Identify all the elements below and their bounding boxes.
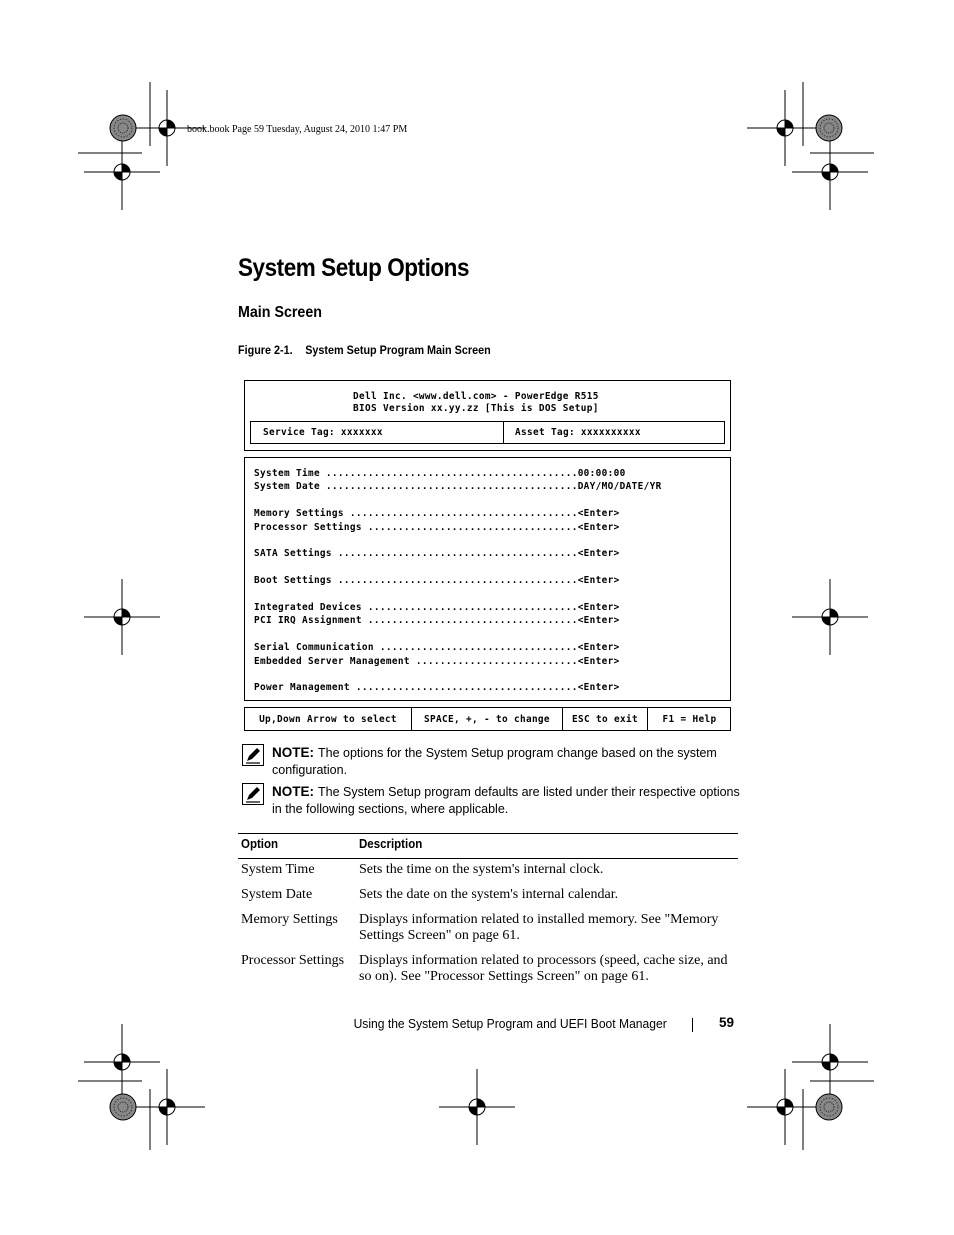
footer-hint-change: SPACE, +, - to change bbox=[412, 708, 563, 730]
note-label: NOTE: bbox=[272, 745, 314, 760]
bios-menu-item[interactable]: Power Management .....................................<Enter> bbox=[254, 682, 620, 694]
bios-header-line-1: Dell Inc. <www.dell.com> - PowerEdge R515 bbox=[353, 391, 599, 402]
bios-menu-item[interactable]: Embedded Server Management ...........................<Enter> bbox=[254, 655, 620, 667]
option-description: Displays information related to installed memory. See "Memory Settings Screen" on page 61. bbox=[359, 912, 719, 943]
footer-hint-help: F1 = Help bbox=[662, 713, 717, 725]
table-top-rule bbox=[238, 833, 738, 834]
crosshair-icon bbox=[84, 579, 160, 655]
bios-menu-item[interactable]: PCI IRQ Assignment ...................................<Enter> bbox=[254, 615, 620, 627]
bios-tag-row bbox=[250, 421, 725, 444]
note-label: NOTE: bbox=[272, 784, 314, 799]
footer-divider bbox=[692, 1018, 693, 1032]
star-target-icon bbox=[816, 115, 842, 141]
table-header-rule bbox=[238, 858, 738, 859]
footer-hint-select: Up,Down Arrow to select bbox=[245, 708, 412, 730]
asset-tag: Asset Tag: xxxxxxxxxx bbox=[515, 427, 641, 438]
crosshair-icon bbox=[792, 1024, 868, 1100]
note-pencil-icon bbox=[242, 783, 264, 805]
bios-menu-item[interactable]: System Time ..........................................00:00:00 bbox=[254, 468, 626, 479]
option-name: System Date bbox=[241, 887, 313, 902]
service-tag-cell bbox=[251, 422, 504, 443]
option-description: Sets the time on the system's internal clock. bbox=[359, 862, 604, 877]
column-header-description: Description bbox=[359, 837, 423, 851]
crosshair-icon bbox=[84, 1024, 160, 1100]
bios-menu-item[interactable]: System Date ..........................................DAY/MO/DATE/YR bbox=[254, 481, 662, 493]
crosshair-icon bbox=[792, 579, 868, 655]
figure-number: Figure 2-1. bbox=[238, 343, 293, 357]
bios-footer-bar bbox=[244, 707, 731, 731]
bios-menu-item[interactable]: Processor Settings ...................................<Enter> bbox=[254, 521, 620, 533]
column-header-option: Option bbox=[241, 837, 279, 851]
option-name: System Time bbox=[241, 862, 315, 877]
crosshair-icon bbox=[747, 90, 823, 166]
bios-menu-item[interactable]: SATA Settings ........................................<Enter> bbox=[254, 548, 620, 560]
option-description: Sets the date on the system's internal calendar. bbox=[359, 887, 619, 902]
crosshair-icon bbox=[129, 1069, 205, 1145]
bios-menu-item[interactable]: Memory Settings ......................................<Enter> bbox=[254, 508, 620, 520]
footer-chapter-title: Using the System Setup Program and UEFI Boot Manager bbox=[353, 1016, 667, 1031]
note-pencil-icon bbox=[242, 744, 264, 766]
crosshair-icon bbox=[747, 1069, 823, 1145]
bios-header-box bbox=[244, 380, 731, 451]
section-title: Main Screen bbox=[238, 304, 323, 321]
crosshair-icon bbox=[84, 134, 160, 210]
figure-caption-text: System Setup Program Main Screen bbox=[305, 343, 491, 357]
option-name: Processor Settings bbox=[241, 953, 345, 968]
crosshair-icon bbox=[439, 1069, 515, 1145]
bios-menu-box bbox=[244, 457, 731, 701]
star-target-icon bbox=[110, 1094, 136, 1120]
print-header: book.book Page 59 Tuesday, August 24, 2010 1:47 PM bbox=[187, 124, 408, 135]
note-1 bbox=[272, 744, 742, 779]
footer-hint-exit: ESC to exit bbox=[563, 708, 648, 730]
bios-menu-item[interactable]: Boot Settings ........................................<Enter> bbox=[254, 575, 620, 587]
options-table bbox=[238, 833, 738, 993]
note-2 bbox=[272, 783, 742, 818]
star-target-icon bbox=[816, 1094, 842, 1120]
page-title: System Setup Options bbox=[238, 254, 470, 282]
figure-caption bbox=[238, 343, 491, 357]
page-number: 59 bbox=[719, 1015, 735, 1030]
note-text: The options for the System Setup program change based on the system configuration. bbox=[272, 746, 717, 777]
bios-menu-item[interactable]: Serial Communication .................................<Enter> bbox=[254, 642, 620, 654]
star-target-icon bbox=[110, 115, 136, 141]
option-name: Memory Settings bbox=[241, 912, 338, 927]
bios-menu-item[interactable]: Integrated Devices ...................................<Enter> bbox=[254, 602, 620, 613]
service-tag: Service Tag: xxxxxxx bbox=[263, 427, 383, 438]
note-text: The System Setup program defaults are listed under their respective options in the following sections, where applicable. bbox=[272, 785, 740, 816]
bios-header-line-2: BIOS Version xx.yy.zz [This is DOS Setup] bbox=[353, 403, 599, 414]
option-description: Displays information related to processors (speed, cache size, and so on). See "Processor Settings Screen" on page 61. bbox=[359, 953, 728, 984]
asset-tag-cell bbox=[504, 422, 725, 443]
